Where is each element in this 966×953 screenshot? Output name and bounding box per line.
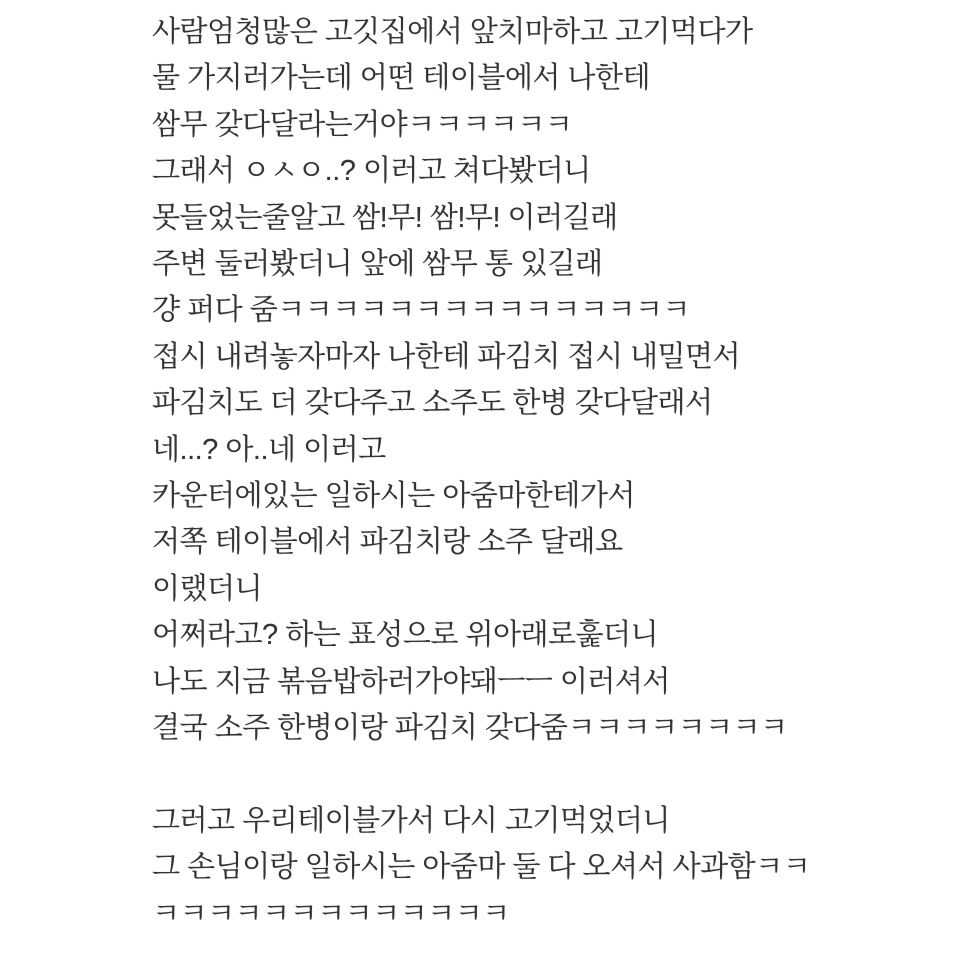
text-line: 카운터에있는 일하시는 아줌마한테가서 <box>152 480 635 513</box>
text-line: 접시 내려놓자마자 나한테 파김치 접시 내밀면서 <box>152 340 741 373</box>
text-line: 나도 지금 볶음밥하러가야돼ㅡㅡ 이러셔서 <box>152 665 670 698</box>
text-line: ㅋㅋㅋㅋㅋㅋㅋㅋㅋㅋㅋㅋㅋ <box>152 897 510 930</box>
text-line: 이랬더니 <box>152 572 263 605</box>
text-line: 그 손님이랑 일하시는 아줌마 둘 다 오셔서 사과함ㅋㅋ <box>152 851 811 884</box>
text-line: 어쩌라고? 하는 표성으로 위아래로훑더니 <box>152 619 659 652</box>
text-line: 못들었는줄알고 쌈!무! 쌈!무! 이러길래 <box>152 201 618 234</box>
text-line: 쌈무 갖다달라는거야ㅋㅋㅋㅋㅋㅋ <box>152 108 573 141</box>
text-line: 사람엄청많은 고깃집에서 앞치마하고 고기먹다가 <box>152 16 753 48</box>
text-line: 저쪽 테이블에서 파김치랑 소주 달래요 <box>152 526 623 559</box>
text-line: 결국 소주 한병이랑 파김치 갖다줌ㅋㅋㅋㅋㅋㅋㅋㅋ <box>152 712 788 745</box>
text-line: 그래서 ㅇㅅㅇ..? 이러고 쳐다봤더니 <box>152 155 591 188</box>
text-line: 걍 퍼다 줌ㅋㅋㅋㅋㅋㅋㅋㅋㅋㅋㅋㅋㅋㅋㅋ <box>152 294 690 327</box>
text-line: 주변 둘러봤더니 앞에 쌈무 통 있길래 <box>152 248 603 281</box>
paragraph-gap <box>152 752 926 798</box>
text-line: 물 가지러가는데 어떤 테이블에서 나한테 <box>152 62 650 95</box>
text-line: 파김치도 더 갖다주고 소주도 한병 갖다달래서 <box>152 387 713 420</box>
text-line: 네...? 아..네 이러고 <box>152 433 386 466</box>
text-line: 그러고 우리테이블가서 다시 고기먹었더니 <box>152 804 670 837</box>
